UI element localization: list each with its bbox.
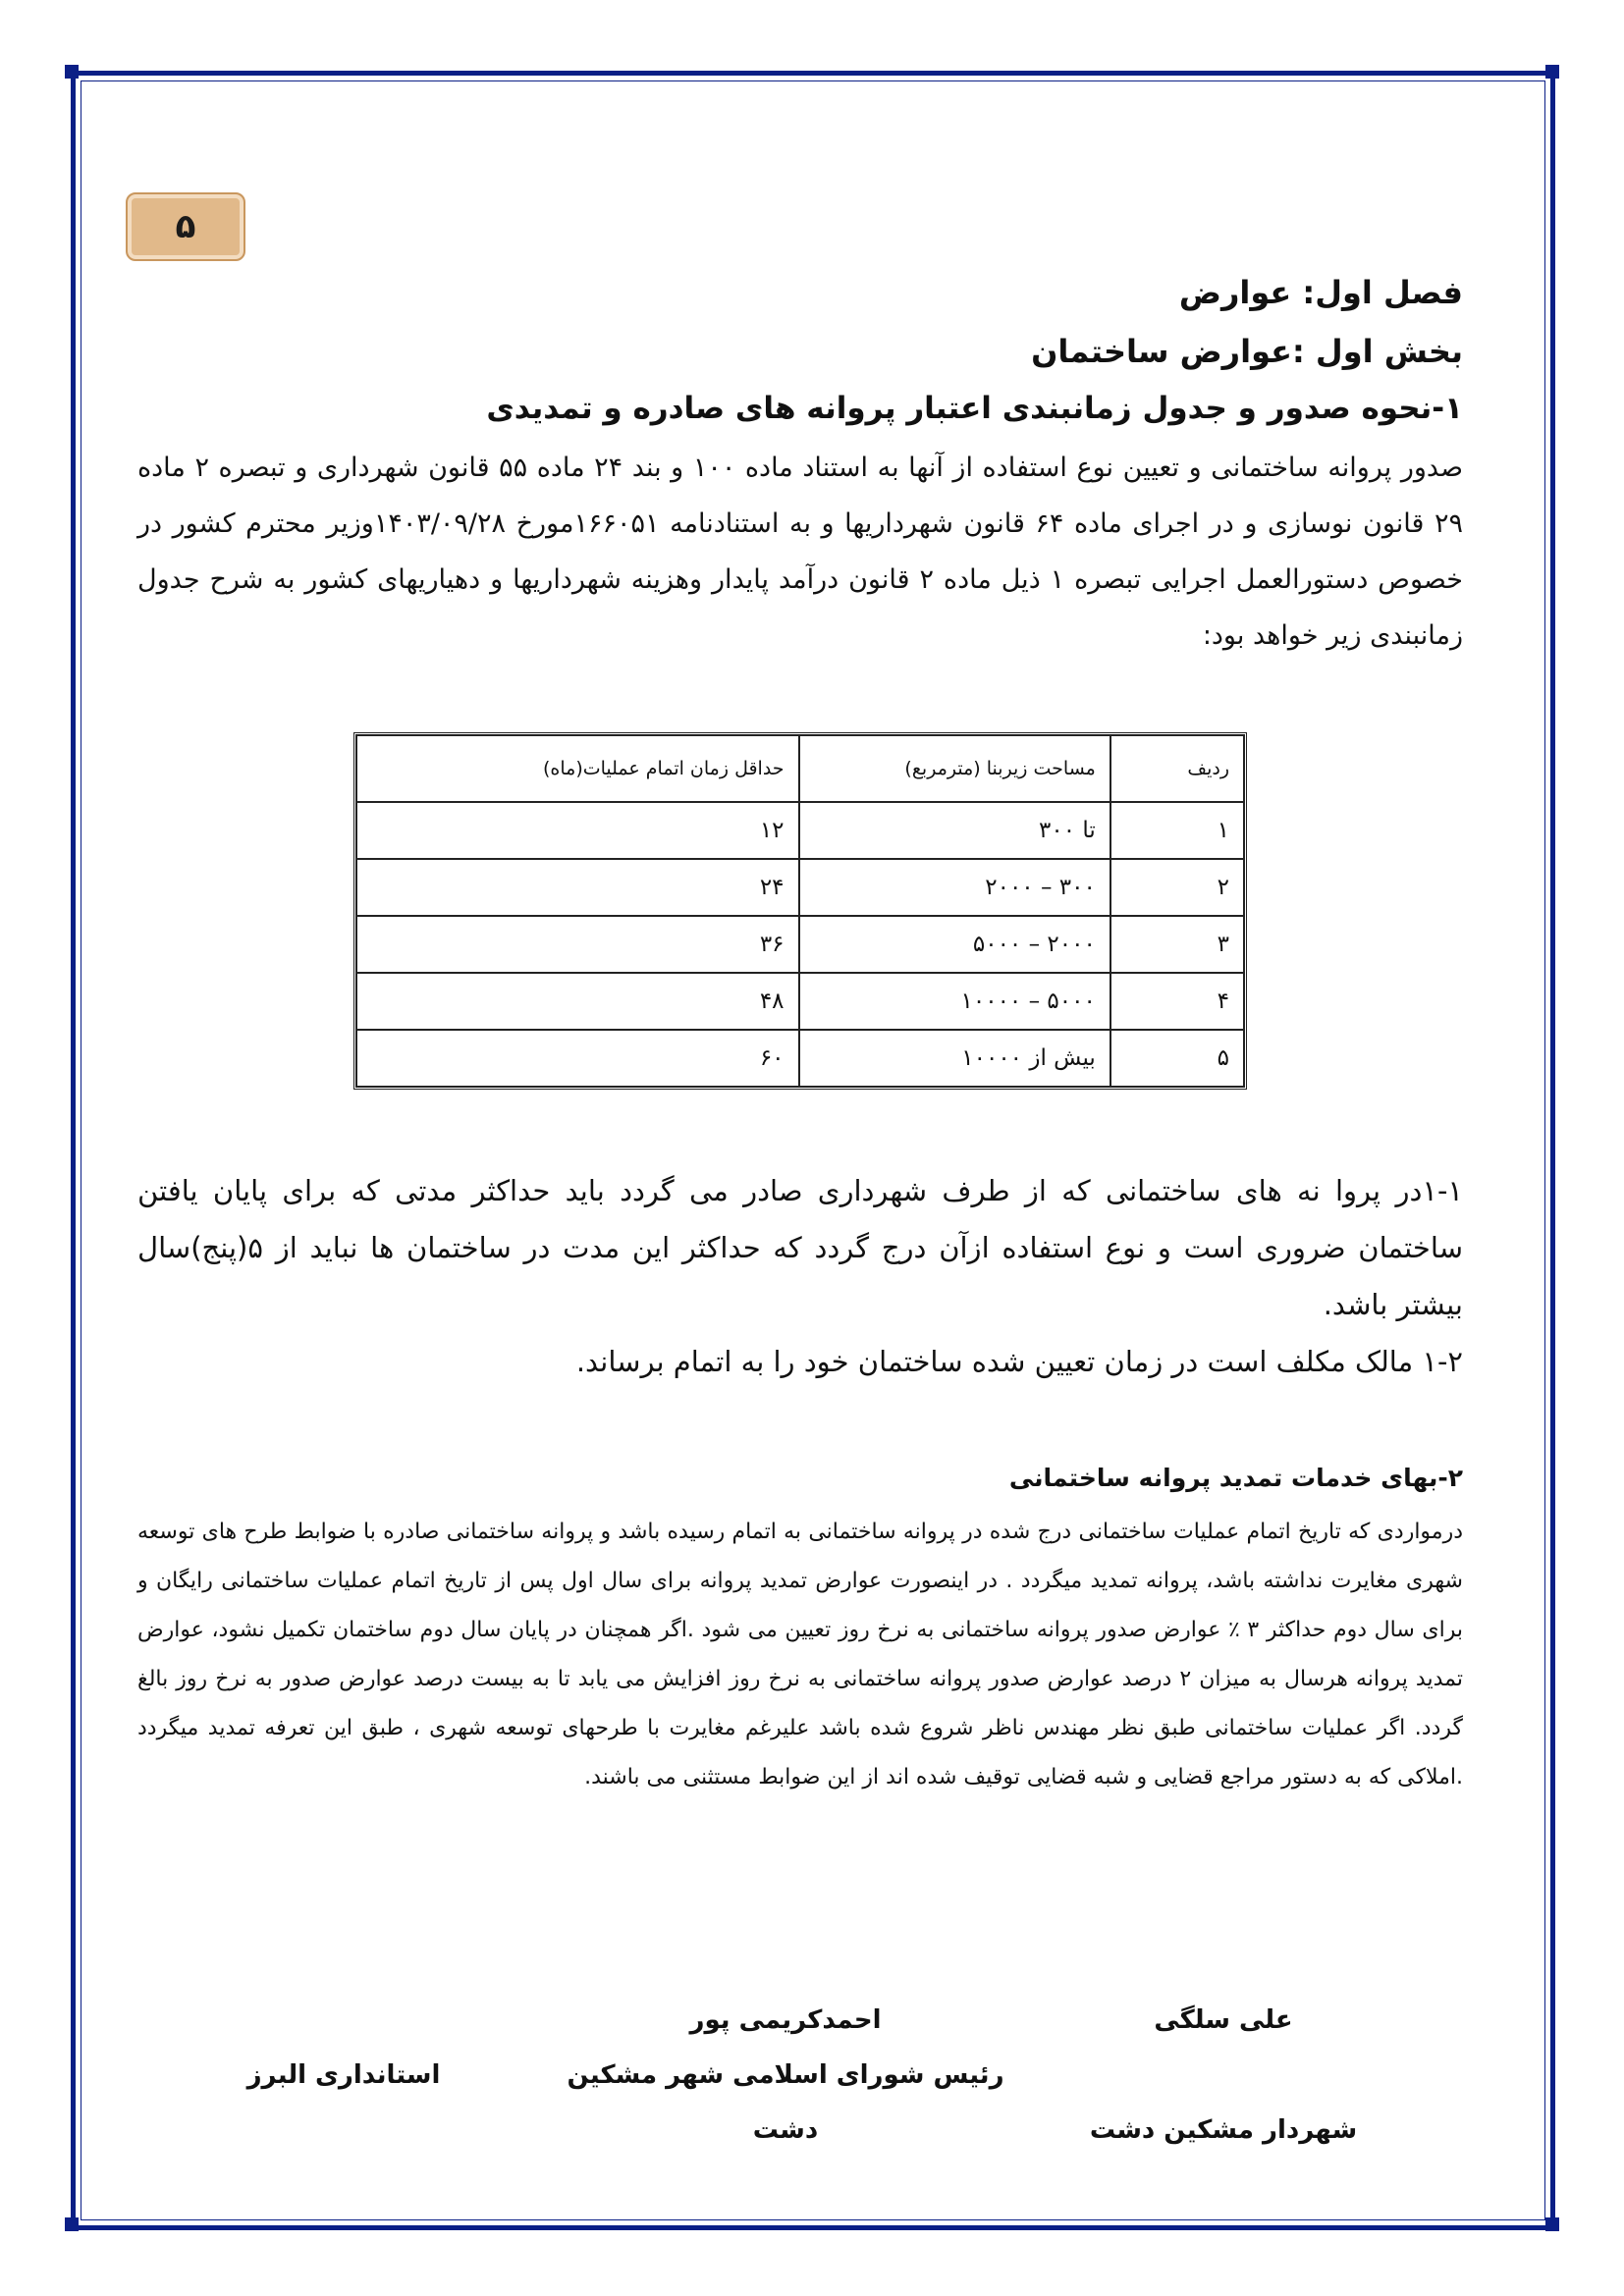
section2-title: ۲-بهای خدمات تمدید پروانه ساختمانی [1008,1464,1463,1492]
table-cell: ۶۰ [356,1030,799,1087]
schedule-table [353,732,1247,1090]
table-cell: ۲۴ [356,859,799,916]
signature-name: علی سلگی [1154,2005,1293,2035]
signature-title: شهردار مشکین دشت [1089,2115,1358,2145]
table-cell: ۲ [1110,859,1244,916]
table-row [356,973,1244,1030]
clause-1-1: ۱-۱در پروا نه های ساختمانی که از طرف شهرداری صادر می گردد باید حداکثر مدتی که برای پایان یافتن ساختمان ضروری است و نوع استفاده ازآن درج گردد که حداکثر این مدت در ساختمان ها نباید از ۵(پنج)سال بیشتر باشد. [137,1174,1463,1321]
subsection-title: ۱-نحوه صدور و جدول زمانبندی اعتبار پروانه های صادره و تمدیدی [486,391,1463,426]
chapter-title: فصل اول: عوارض [1178,274,1463,311]
signature-council-head [550,1993,1021,2158]
section2-paragraph: درمواردی که تاریخ اتمام عملیات ساختمانی درج شده در پروانه ساختمانی به اتمام رسیده باشد و پروانه ساختمانی صادره با ضوابط طرح های توسعه شهری مغایرت نداشته باشد، پروانه تمدید میگردد . در اینصورت عوارض تمدید پروانه برای سال اول پس از تاریخ اتمام عملیات ساختمانی رایگان و برای سال دوم حداکثر ۳ ٪ عوارض صدور پروانه ساختمانی به نرخ روز تعیین می شود .اگر همچنان در پایان سال دوم ساختمان تکمیل نشود، عوارض تمدید پروانه هرسال به میزان ۲ درصد عوارض صدور پروانه ساختمانی به نرخ روز افزایش می یابد تا به بیست درصد عوارض صدور به نرخ روز بالغ گردد. اگر عملیات ساختمانی طبق نظر مهندس ناظر شروع شده باشد علیرغم مغایرت با طرحهای توسعه شهری ، طبق این تعرفه تمدید میگردد .املاکی که به دستور مراجع قضایی و شبه قضایی توقیف شده اند از این ضوابط مستثنی می باشند. [137,1520,1463,1789]
table-row [356,859,1244,916]
page-number-badge [126,192,245,261]
section-title: بخش اول :عوارض ساختمان [1031,333,1463,370]
table-cell: ۱ [1110,802,1244,859]
clause-1-2: ۱-۲ مالک مکلف است در زمان تعیین شده ساختمان خود را به اتمام برساند. [575,1345,1463,1378]
signature-mayor [1066,1993,1380,2158]
table-header-cell: حداقل زمان اتمام عملیات(ماه) [356,735,799,802]
table-cell: ۳ [1110,916,1244,973]
table-cell: ۴ [1110,973,1244,1030]
table-row [356,1030,1244,1087]
border-corner-bottom-left [65,2217,79,2231]
table-cell: ۳۰۰ – ۲۰۰۰ [799,859,1110,916]
signature-title: دشت [752,2115,819,2145]
table-header-cell: مساحت زیربنا (مترمربع) [799,735,1110,802]
table-cell: تا ۳۰۰ [799,802,1110,859]
table-cell: ۱۲ [356,802,799,859]
table-cell: ۴۸ [356,973,799,1030]
border-corner-top-right [1545,65,1559,79]
table-header-row [356,735,1244,802]
table-header-cell: ردیف [1110,735,1244,802]
table-row [356,916,1244,973]
signature-title: رئیس شورای اسلامی شهر مشکین [567,2060,1004,2090]
intro-paragraph: صدور پروانه ساختمانی و تعیین نوع استفاده از آنها به استناد ماده ۱۰۰ و بند ۲۴ ماده ۵۵ قانون شهرداری و تبصره ۲ ماده ۲۹ قانون نوسازی و در اجرای ماده ۶۴ قانون شهرداریها و به استنادنامه ۱۶۶۰۵۱مورخ ۱۴۰۳/۰۹/۲۸وزیر محترم کشور در خصوص دستورالعمل اجرایی تبصره ۱ ذیل ماده ۲ قانون درآمد پایدار وهزینه شهرداریها و دهیاریهای کشور به شرح جدول زمانبندی زیر خواهد بود: [137,453,1464,651]
border-corner-top-left [65,65,79,79]
table-row [356,802,1244,859]
document-body [137,273,1463,1802]
table-cell: ۵۰۰۰ – ۱۰۰۰۰ [799,973,1110,1030]
table-cell: بیش از ۱۰۰۰۰ [799,1030,1110,1087]
schedule-table-wrapper [137,732,1463,1090]
section1-clauses [137,1162,1463,1390]
table-cell: ۲۰۰۰ – ۵۰۰۰ [799,916,1110,973]
table-cell: ۳۶ [356,916,799,973]
page-number: ۵ [175,207,196,246]
signature-name: احمدکریمی پور [689,2005,882,2035]
signature-title: استانداری البرز [246,2060,441,2090]
table-cell: ۵ [1110,1030,1244,1087]
border-corner-bottom-right [1545,2217,1559,2231]
signature-governorate [226,1993,461,2103]
